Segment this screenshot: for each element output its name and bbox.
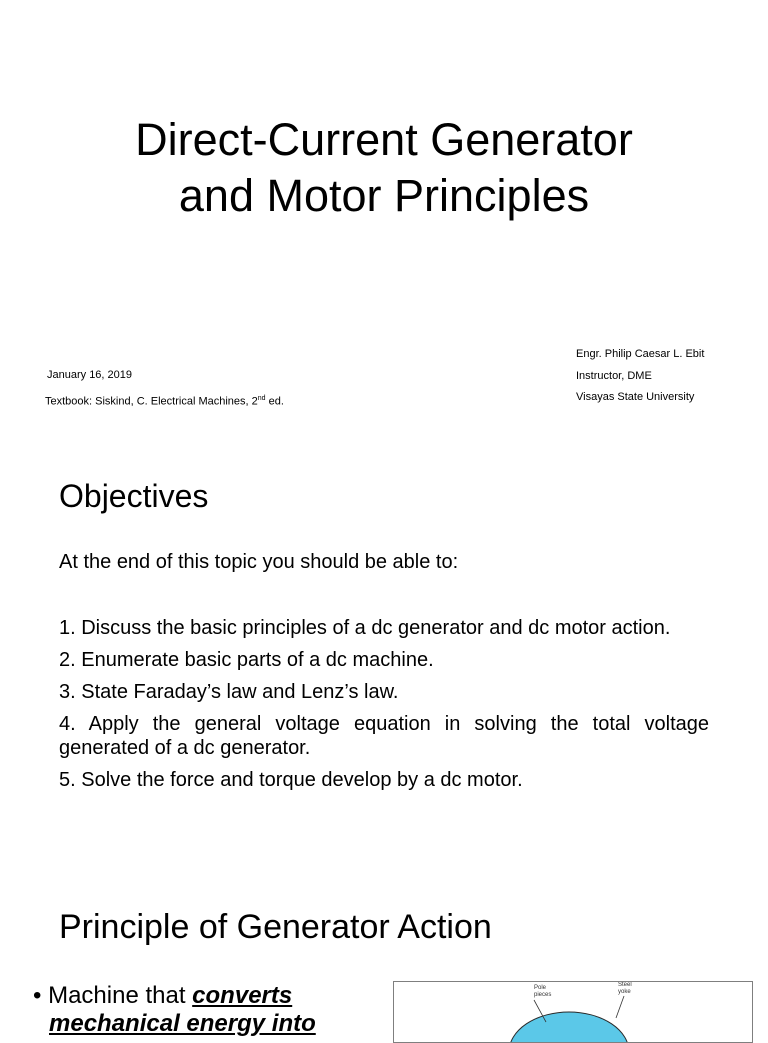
objective-item: 1. Discuss the basic principles of a dc generator and dc motor action. xyxy=(59,617,671,639)
objectives-slide xyxy=(0,450,768,870)
textbook-prefix: Textbook: Siskind, C. Electrical Machines, 2 xyxy=(45,395,258,408)
presentation-date: January 16, 2019 xyxy=(47,369,133,381)
pole-pieces-label-line2: pieces xyxy=(534,992,552,998)
steel-yoke-shape xyxy=(509,1012,629,1042)
objective-item: 3. State Faraday’s law and Lenz’s law. xyxy=(59,681,399,703)
author-position: Instructor, DME xyxy=(576,369,652,382)
generator-action-title: Principle of Generator Action xyxy=(59,908,492,946)
title-slide xyxy=(0,0,768,440)
pole-pieces-label-line1: Pole xyxy=(534,985,547,991)
objectives-title: Objectives xyxy=(59,478,209,514)
objectives-list xyxy=(59,616,709,800)
objective-item: 4. Apply the general voltage equation in solving the total voltage generated of a dc generator. xyxy=(59,713,709,759)
objective-item: 5. Solve the force and torque develop by a dc motor. xyxy=(59,769,523,791)
author-block xyxy=(576,344,704,409)
steel-yoke-leader xyxy=(616,996,624,1018)
bullet-item xyxy=(33,982,363,1038)
steel-yoke-label xyxy=(618,982,632,996)
textbook-superscript: nd xyxy=(257,395,266,402)
bullet-emphasis-mechanical-energy: mechanical energy into xyxy=(49,1010,316,1037)
generator-diagram-drawing xyxy=(394,982,752,1042)
objectives-intro: At the end of this topic you should be able to: xyxy=(59,551,459,573)
generator-diagram xyxy=(393,981,753,1043)
steel-yoke-label-line2: yoke xyxy=(618,989,631,995)
bullet-marker: • xyxy=(33,982,42,1009)
bullet-prefix: Machine that xyxy=(48,982,193,1009)
presentation-title xyxy=(0,112,768,224)
textbook-reference xyxy=(45,395,284,408)
title-line-1: Direct-Current Generator xyxy=(135,114,633,165)
bullet-emphasis-converts: converts xyxy=(192,982,293,1009)
author-institution: Visayas State University xyxy=(576,391,695,403)
generator-action-slide xyxy=(0,890,768,1037)
textbook-suffix: ed. xyxy=(265,395,284,408)
author-name: Engr. Philip Caesar L. Ebit xyxy=(576,348,705,360)
title-line-2: and Motor Principles xyxy=(178,170,590,221)
pole-pieces-label xyxy=(534,985,551,999)
steel-yoke-label-line1: Steel xyxy=(618,982,632,988)
objective-item: 2. Enumerate basic parts of a dc machine. xyxy=(59,649,434,671)
